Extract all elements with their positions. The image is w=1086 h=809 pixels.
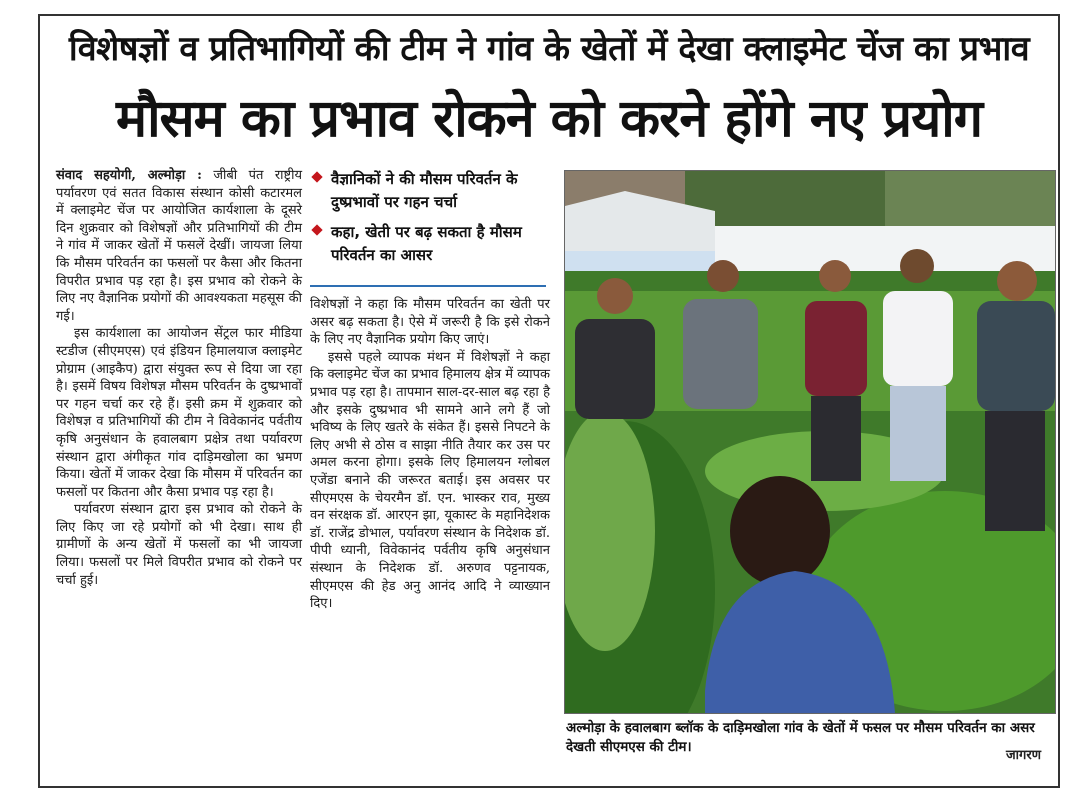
highlight-divider: [310, 285, 546, 287]
highlight-item: [313, 168, 548, 214]
byline: संवाद सहयोगी, अल्मोड़ा :: [56, 168, 202, 183]
column-1-paragraph-3: पर्यावरण संस्थान द्वारा इस प्रभाव को रोकने के लिए किए जा रहे प्रयोगों को भी देखा। साथ ही ग्रामीणों के अन्य खेतों में फसलों का भी जायजा लिया। फसलों पर मिले विपरीत प्रभाव को रोकने पर चर्चा हुई।: [56, 502, 302, 588]
highlight-text-2: कहा, खेती पर बढ़ सकता है मौसम परिवर्तन का आसर: [331, 223, 522, 264]
highlight-box: [313, 168, 548, 274]
column-2-paragraph-2: इससे पहले व्यापक मंथन में विशेषज्ञों ने कहा कि क्लाइमेट चेंज का प्रभाव हिमालय क्षेत्र में व्यापक प्रभाव पड़ रहा है। तापमान साल-दर-साल बढ़ रहा है और इसके दुष्प्रभाव भी सामने आने लगे हैं जो भविष्य के लिए खतरे के संकेत हैं। इससे निपटने के लिए अभी से ठोस व साझा नीति तैयार कर उस पर अमल करना होगा। इसके लिए हिमालयन ग्लोबल एजेंडा बनाने की जरूरत बताई। इस अवसर पर सीएमएस के चेयरमैन डॉ. एन. भास्कर राव, मुख्य वन संरक्षक डॉ. आरएन झा, यूकास्ट के महानिदेशक डॉ. राजेंद्र डोभाल, पर्यावरण संस्थान के निदेशक डॉ. पीपी ध्यानी, विवेकानंद पर्वतीय कृषि अनुसंधान संस्थान के निदेशक डॉ. अरुणव पट्टनायक, सीएमएस की हेड अनु आनंद आदि ने व्याख्यान दिए।: [310, 349, 550, 612]
highlight-text-1: वैज्ञानिकों ने की मौसम परिवर्तन के दुष्प्रभावों पर गहन चर्चा: [331, 170, 518, 211]
photo-credit: जागरण: [1006, 748, 1042, 763]
article-column-2: [310, 296, 550, 613]
column-1-paragraph-1: जीबी पंत राष्ट्रीय पर्यावरण एवं सतत विकास संस्थान कोसी कटारमल में क्लाइमेट चेंज पर आयोजित कार्यशाला के दूसरे दिन शुक्रवार को विशेषज्ञों और प्रतिभागियों की टीम ने गांव में जाकर खेतों में फसलें देखीं। जायजा लिया कि मौसम परिवर्तन का फसलों पर कैसा और कितना विपरीत प्रभाव पड़ रहा है। इस प्रभाव को रोकने के लिए नए वैज्ञानिक प्रयोगों की आवश्यकता महसूस की गई।: [56, 168, 302, 324]
highlight-item: [313, 221, 548, 267]
diamond-bullet-icon: [311, 224, 322, 235]
field-visit-photo: [564, 170, 1056, 714]
article-column-1: [56, 167, 302, 589]
kicker-headline: विशेषज्ञों व प्रतिभागियों की टीम ने गांव के खेतों में देखा क्लाइमेट चेंज का प्रभाव: [68, 29, 1030, 69]
photo-caption: अल्मोड़ा के हवालबाग ब्लॉक के दाड़िमखोला गांव के खेतों में फसल पर मौसम परिवर्तन का असर देखती सीएमएस की टीम।: [566, 720, 1035, 755]
diamond-bullet-icon: [311, 171, 322, 182]
main-headline: मौसम का प्रभाव रोकने को करने होंगे नए प्रयोग: [115, 89, 983, 149]
column-2-paragraph-1: विशेषज्ञों ने कहा कि मौसम परिवर्तन का खेती पर असर बढ़ सकता है। ऐसे में जरूरी है कि इसे रोकने के लिए नए वैज्ञानिक प्रयोग किए जाएं।: [310, 297, 550, 348]
column-1-paragraph-2: इस कार्यशाला का आयोजन सेंट्रल फार मीडिया स्टडीज (सीएमएस) एवं इंडियन हिमालयाज क्लाइमेट प्रोग्राम (आइकैप) द्वारा संयुक्त रूप से दिया जा रहा है। इसमें विषय विशेषज्ञ मौसम परिवर्तन के दुष्प्रभावों पर गहन चर्चा कर रहे हैं। इसी क्रम में शुक्रवार को विशेषज्ञ व प्रतिभागियों की टीम ने विवेकानंद पर्वतीय कृषि अनुसंधान के हवालबाग प्रक्षेत्र तथा पर्यावरण संस्थान द्वारा अंगीकृत गांव दाड़िमखोला का भ्रमण किया। खेतों में जाकर देखा कि मौसम में परिवर्तन का फसलों पर कितना और कैसा प्रभाव पड़ रहा है।: [56, 326, 302, 500]
